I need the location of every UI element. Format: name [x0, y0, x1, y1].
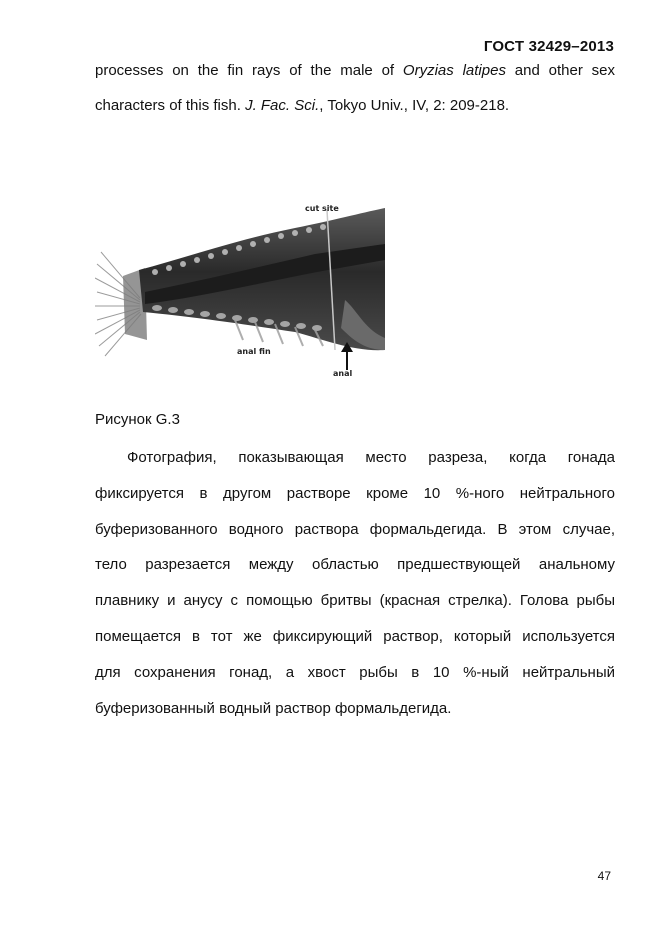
reference-line-2: characters of this fish. J. Fac. Sci., Tokyo Univ., IV, 2: 209-218.	[95, 97, 510, 114]
body-paragraph	[95, 440, 615, 726]
paragraph-line: буферизованный водный раствор формальдегида.	[95, 699, 452, 717]
document-code-header: ГОСТ 32429–2013	[483, 38, 614, 55]
fish-photo-figure	[95, 200, 385, 396]
paragraph-line: помещается в тот же фиксирующий раствор, который используется	[95, 627, 615, 645]
page-number: 47	[597, 869, 611, 883]
paragraph-line: фиксируется в другом растворе кроме 10 %-ного нейтрального	[95, 484, 615, 502]
paragraph-line: Фотография, показывающая место разреза, когда гонада	[127, 449, 615, 466]
paragraph-line: для сохранения гонад, а хвост рыбы в 10 %-ный нейтральный	[95, 663, 615, 681]
label-cut-site: cut site	[305, 204, 339, 213]
species-name: Oryzias latipes	[402, 62, 506, 79]
label-anal-fin: anal fin	[237, 347, 271, 356]
reference-citation	[95, 53, 615, 123]
label-anal: anal	[333, 369, 353, 378]
figure-caption: Рисунок G.3	[95, 411, 180, 428]
paragraph-line: тело разрезается между областью предшествующей анальному	[95, 556, 615, 574]
paragraph-line: плавнику и анусу с помощью бритвы (красная стрелка). Голова рыбы	[95, 592, 615, 610]
journal-name: J. Fac. Sci.	[245, 97, 320, 114]
reference-line-1: processes on the fin rays of the male of Oryzias latipes and other sex	[95, 62, 615, 79]
paragraph-line: буферизованного водного раствора формальдегида. В этом случае,	[95, 520, 615, 538]
fish-photo	[95, 200, 385, 396]
